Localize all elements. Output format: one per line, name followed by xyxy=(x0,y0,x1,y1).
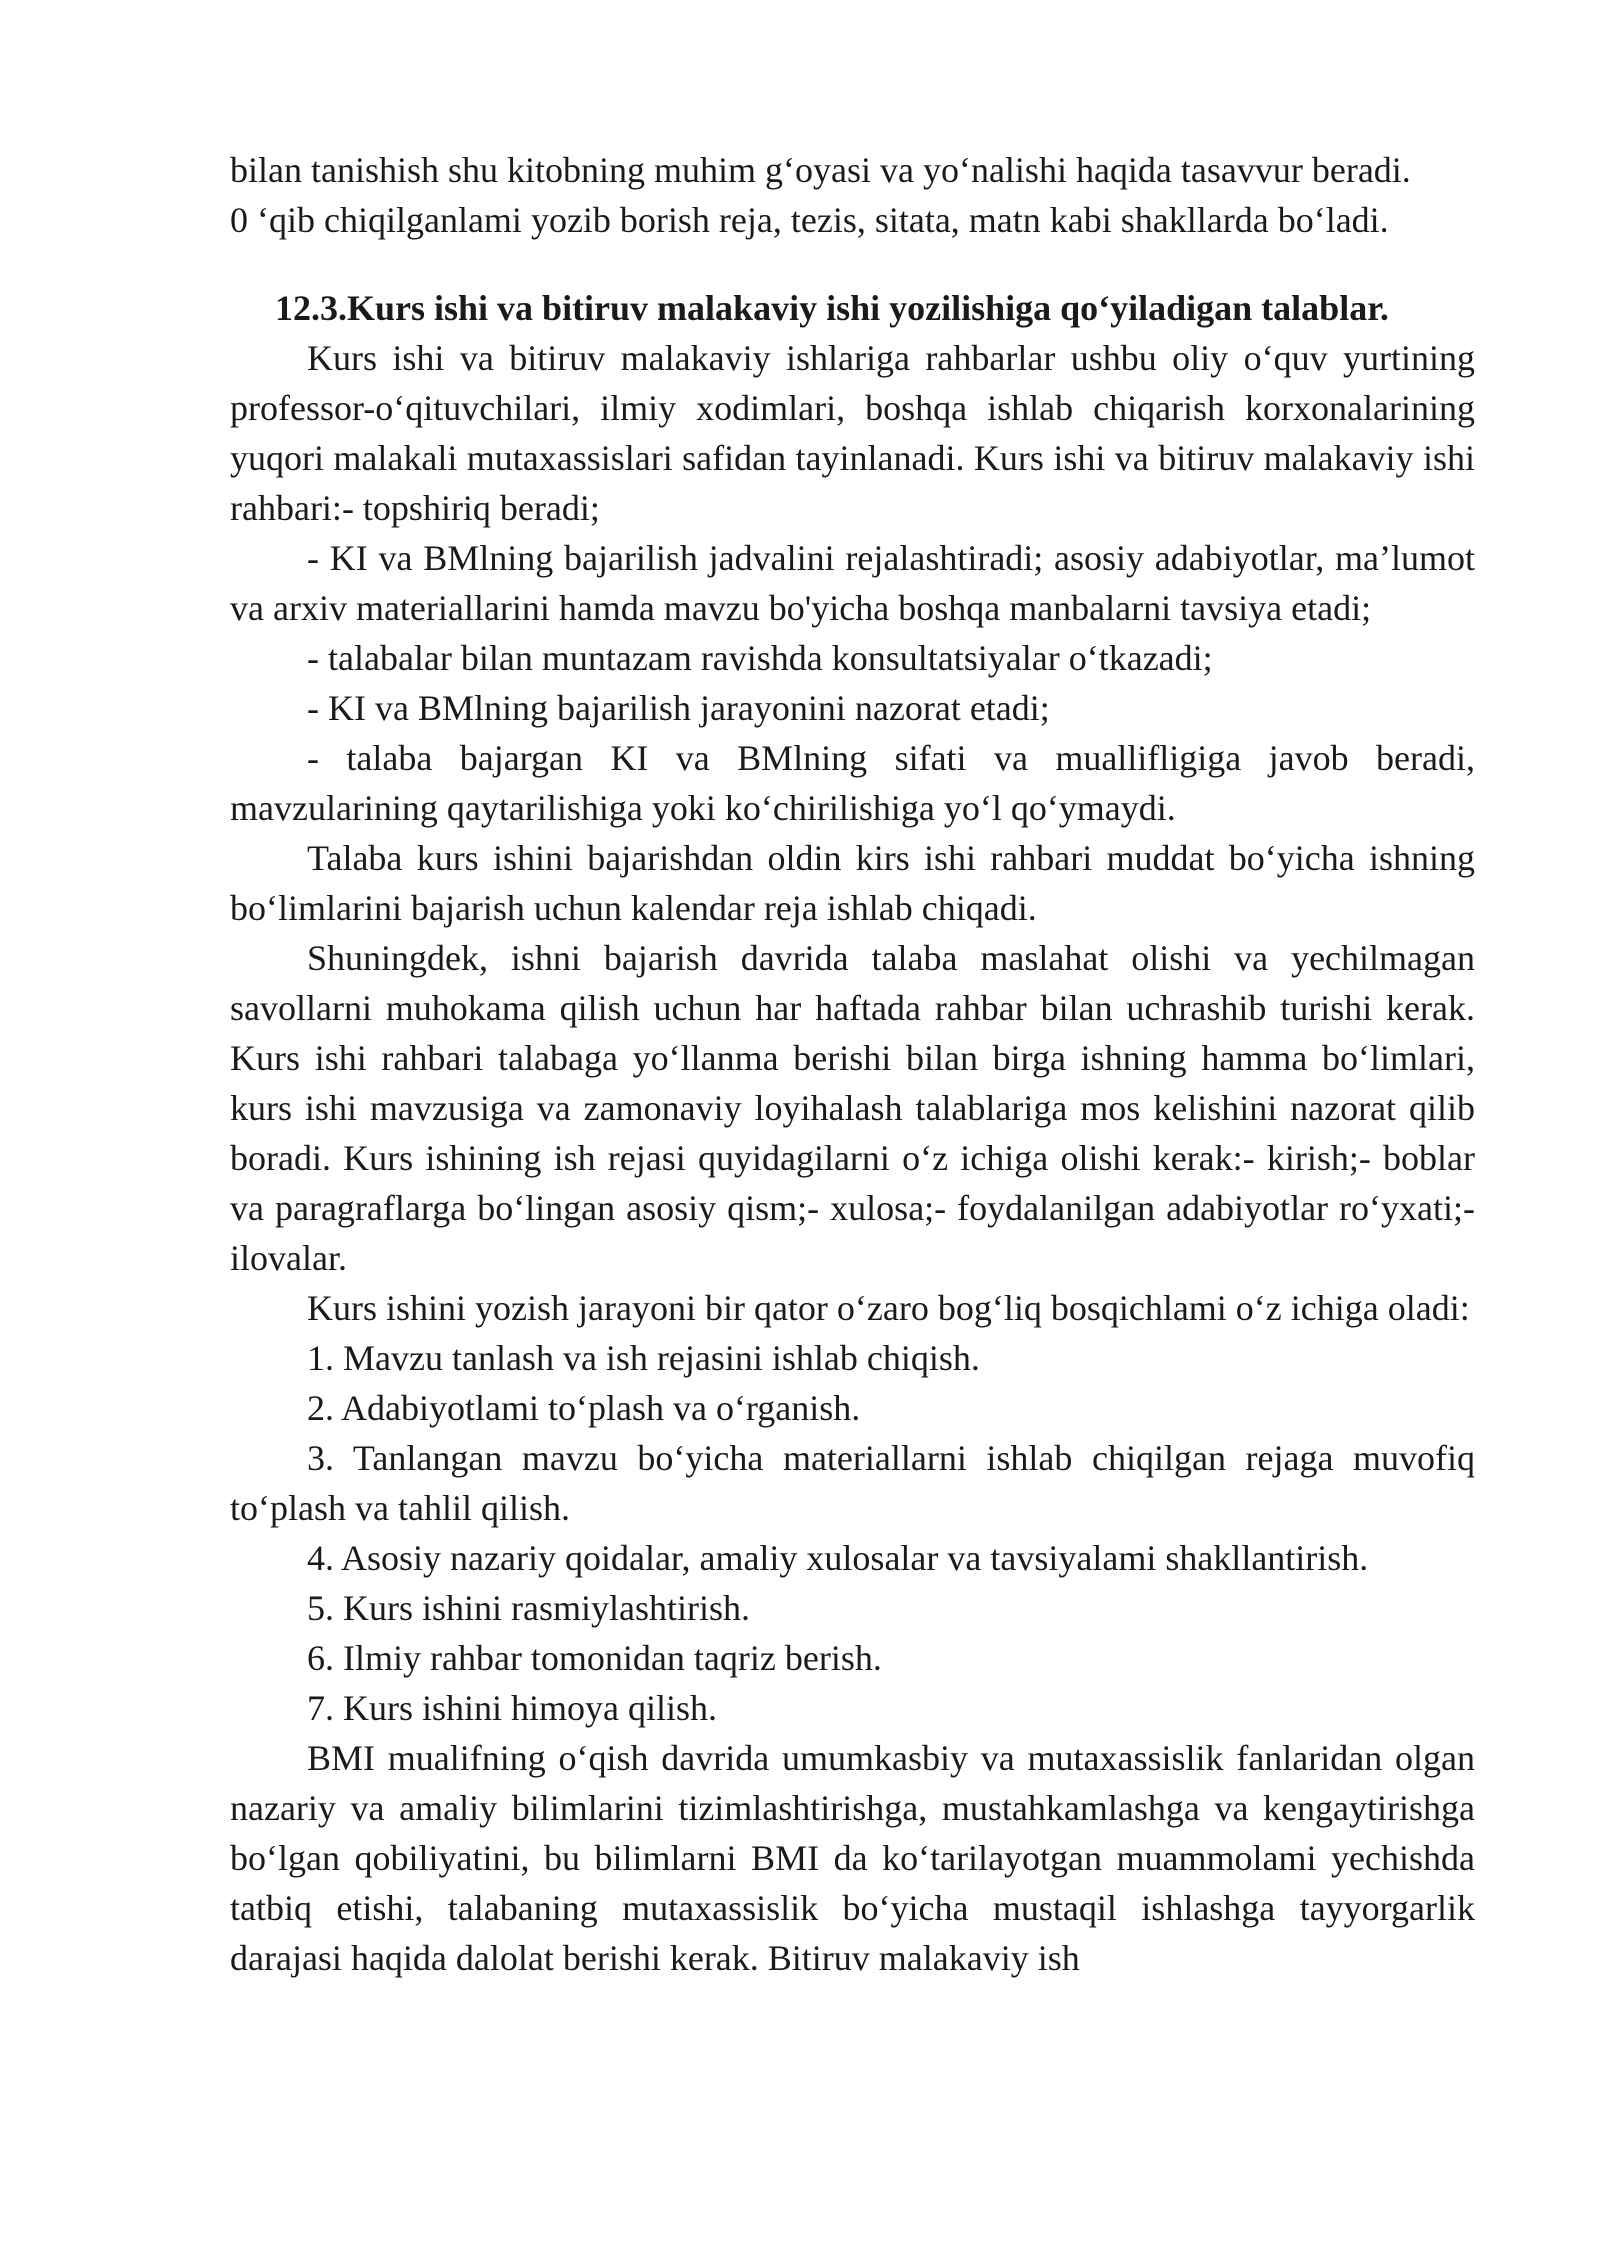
paragraph-supervisors: Kurs ishi va bitiruv malakaviy ishlariga rahbarlar ushbu oliy o‘quv yurtining professor-o‘qituvchilari, ilmiy xodimlari, boshqa ishlab chiqarish korxonalarining yuqori malakali mutaxassislari safidan tayinlanadi. Kurs ishi va bitiruv malakaviy ishi rahbari:- topshiriq beradi; xyxy=(230,338,1475,528)
section-heading: 12.3.Kurs ishi va bitiruv malakaviy ishi yozilishiga qo‘yiladigan talablar. xyxy=(275,288,1389,328)
stage-item-3: 3. Tanlangan mavzu bo‘yicha materiallarni ishlab chiqilgan rejaga muvofiq to‘plash va tahlil qilish. xyxy=(230,1438,1475,1528)
stage-item-7: 7. Kurs ishini himoya qilish. xyxy=(307,1688,718,1728)
paragraph-meetings: Shuningdek, ishni bajarish davrida talaba maslahat olishi va yechilmagan savollarni muhokama qilish uchun har haftada rahbar bilan uchrashib turishi kerak. Kurs ishi rahbari talabaga yo‘llanma berishi bilan birga ishning hamma bo‘limlari, kurs ishi mavzusiga va zamonaviy loyihalash talablariga mos kelishini nazorat qilib boradi. Kurs ishining ish rejasi quyidagilarni o‘z ichiga olishi kerak:- kirish;- boblar va paragraflarga bo‘lingan asosiy qism;- xulosa;- foydalanilgan adabiyotlar ro‘yxati;- ilovalar. xyxy=(230,938,1475,1278)
document-page xyxy=(230,145,1475,1983)
paragraph-bmi: BMI mualifning o‘qish davrida umumkasbiy va mutaxassislik fanlaridan olgan nazariy va amaliy bilimlarini tizimlashtirishga, mustahkamlashga va kengaytirishga bo‘lgan qobiliyatini, bu bilimlarni BMI da ko‘tarilayotgan muammolami yechishda tatbiq etishi, talabaning mutaxassislik bo‘yicha mustaqil ishlashga tayyorgarlik darajasi haqida dalolat berishi kerak. Bitiruv malakaviy ish xyxy=(230,1738,1475,1978)
list-item-schedule: - KI va BMlning bajarilish jadvalini rejalashtiradi; asosiy adabiyotlar, ma’lumot va arxiv materiallarini hamda mavzu bo'yicha boshqa manbalarni tavsiya etadi; xyxy=(230,538,1475,628)
list-item-control: - KI va BMlning bajarilish jarayonini nazorat etadi; xyxy=(307,688,1050,728)
paragraph-stages: Kurs ishini yozish jarayoni bir qator o‘zaro bog‘liq bosqichlami o‘z ichiga oladi: xyxy=(307,1288,1470,1328)
list-item-quality: - talaba bajargan KI va BMlning sifati va muallifligiga javob beradi, mavzularining qaytarilishiga yoki ko‘chirilishiga yo‘l qo‘ymaydi. xyxy=(230,738,1475,828)
stage-item-2: 2. Adabiyotlami to‘plash va o‘rganish. xyxy=(307,1388,861,1428)
paragraph-intro-2: 0 ‘qib chiqilganlami yozib borish reja, tezis, sitata, matn kabi shakllarda bo‘ladi. xyxy=(230,200,1389,240)
stage-item-5: 5. Kurs ishini rasmiylashtirish. xyxy=(307,1588,750,1628)
paragraph-intro-1: bilan tanishish shu kitobning muhim g‘oyasi va yo‘nalishi haqida tasavvur beradi. xyxy=(230,150,1411,190)
section-spacer xyxy=(230,245,1475,283)
stage-item-6: 6. Ilmiy rahbar tomonidan taqriz berish. xyxy=(307,1638,882,1678)
stage-item-1: 1. Mavzu tanlash va ish rejasini ishlab chiqish. xyxy=(307,1338,980,1378)
stage-item-4: 4. Asosiy nazariy qoidalar, amaliy xulosalar va tavsiyalami shakllantirish. xyxy=(307,1538,1369,1578)
paragraph-calendar-plan: Talaba kurs ishini bajarishdan oldin kirs ishi rahbari muddat bo‘yicha ishning bo‘limlarini bajarish uchun kalendar reja ishlab chiqadi. xyxy=(230,838,1475,928)
list-item-consultations: - talabalar bilan muntazam ravishda konsultatsiyalar o‘tkazadi; xyxy=(307,638,1213,678)
